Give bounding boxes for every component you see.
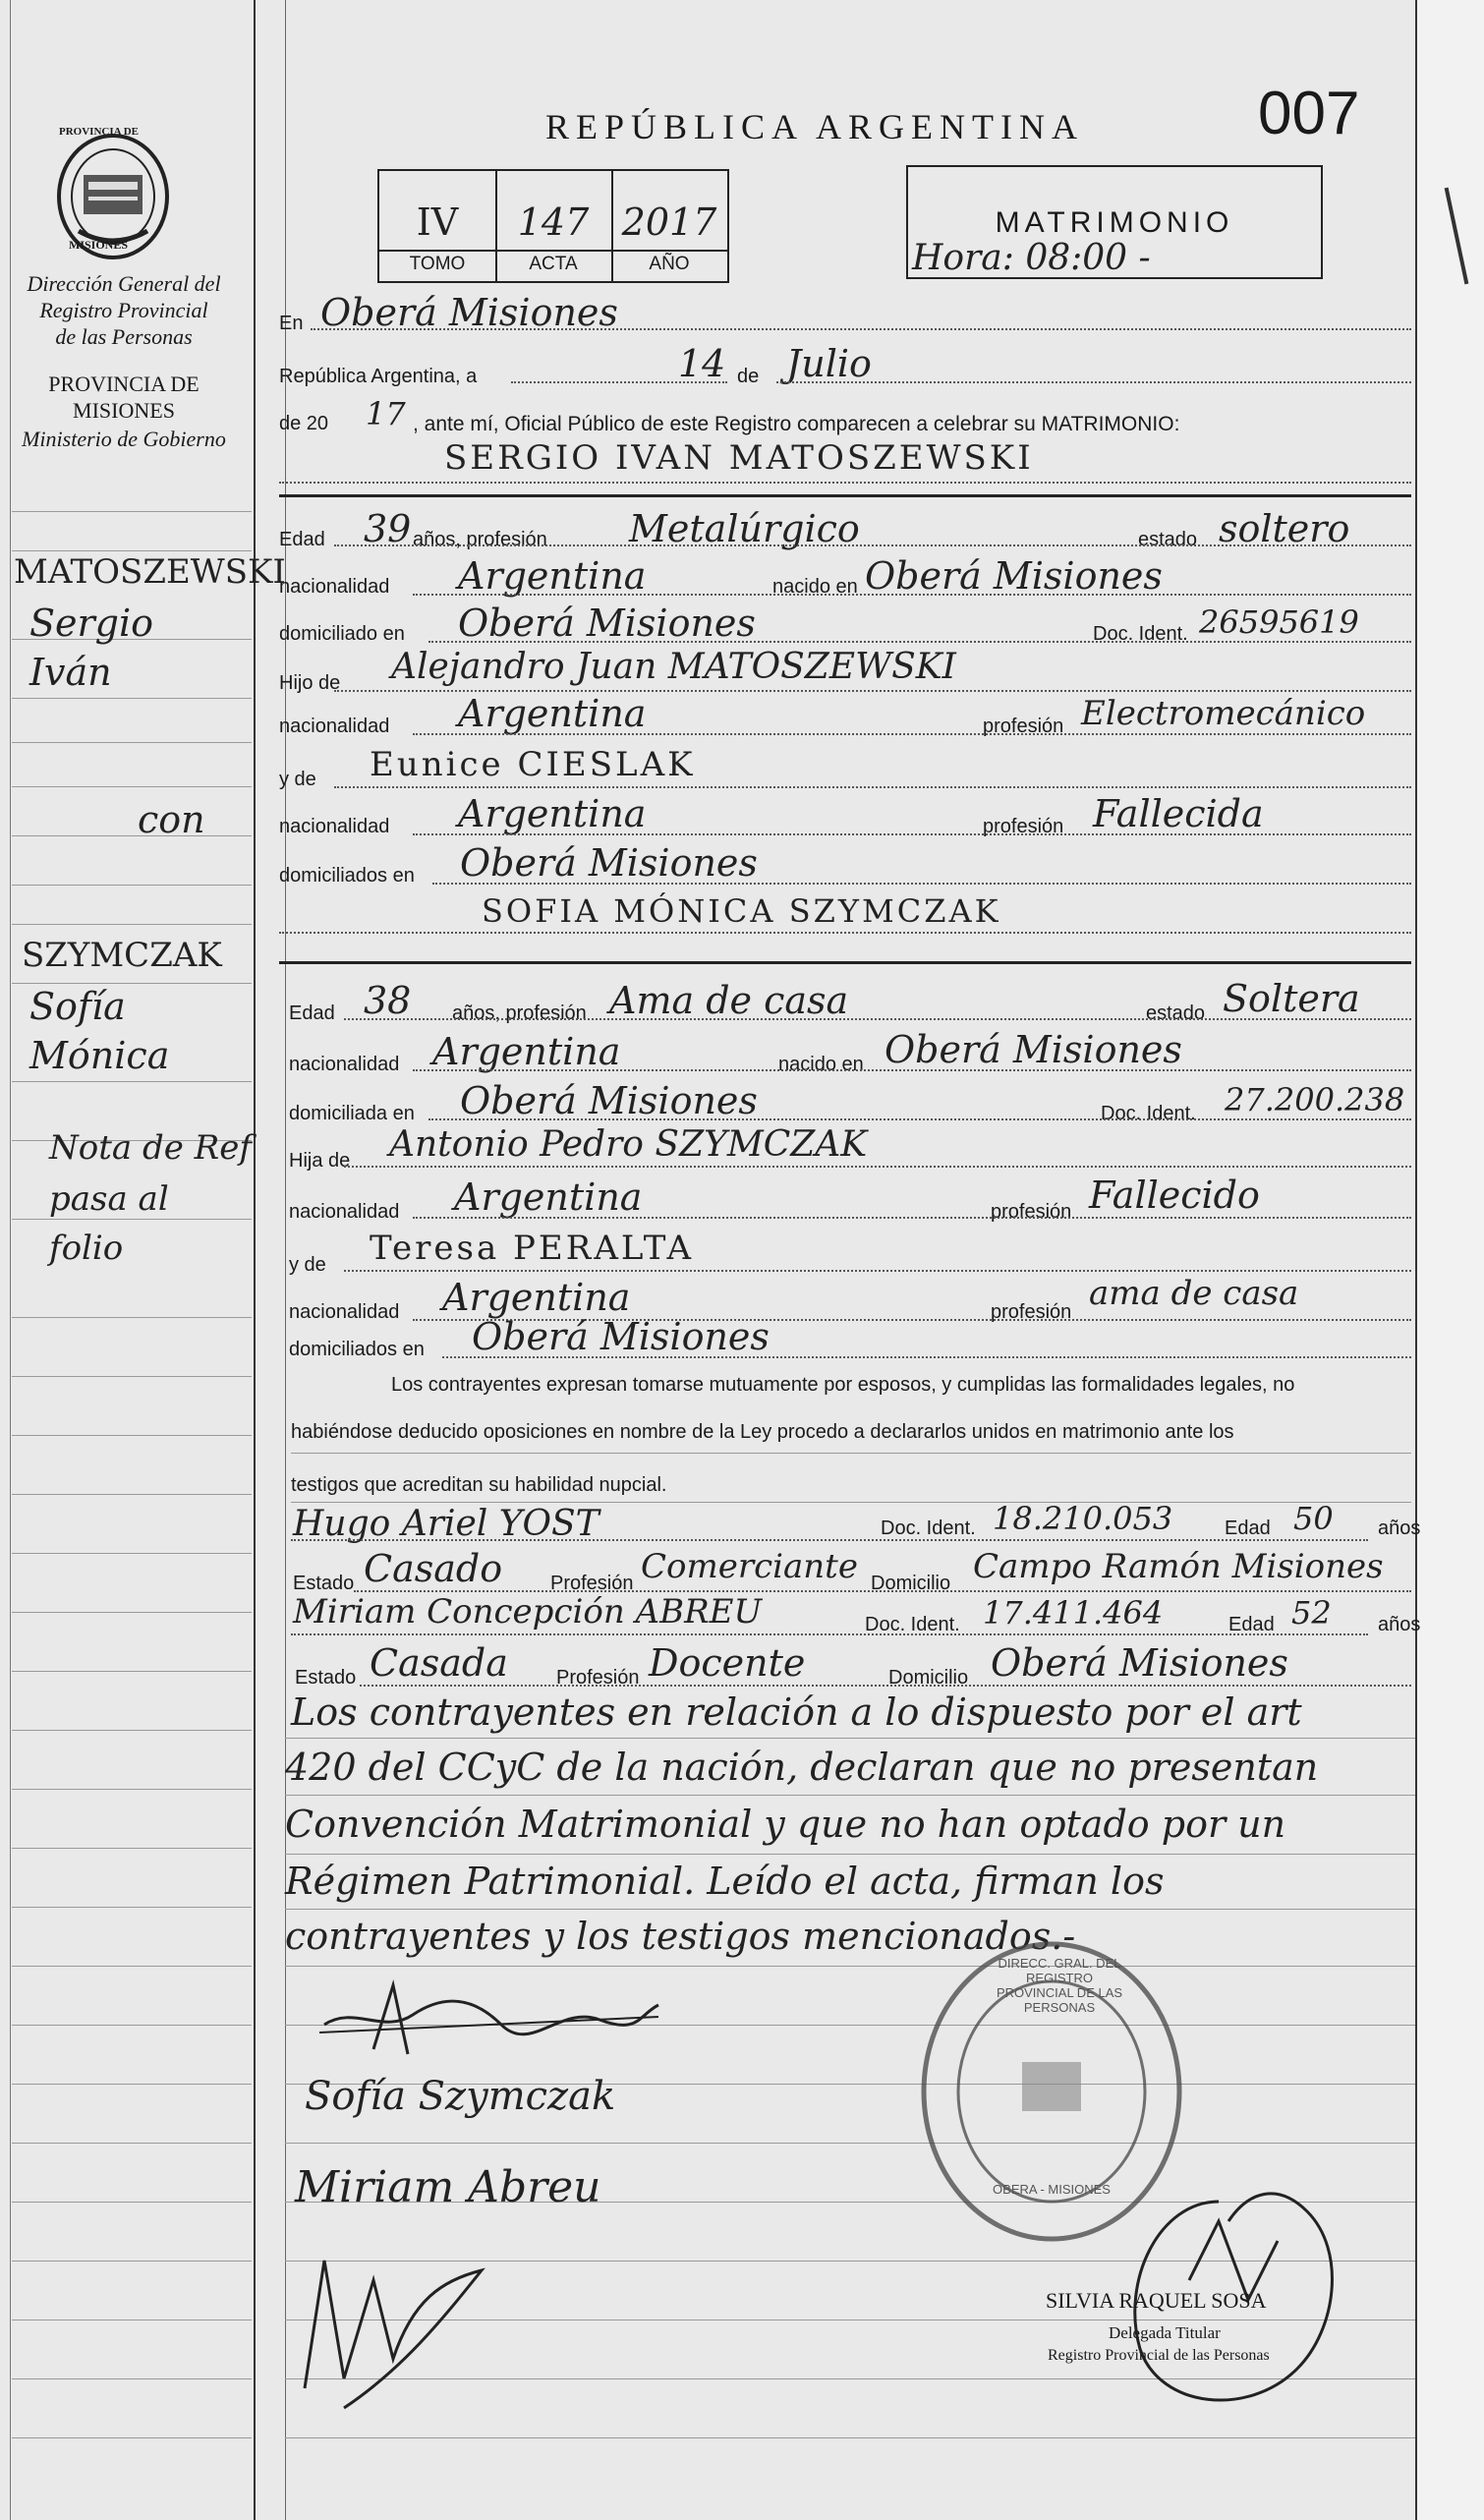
margin-groom-name-1: Sergio [29,601,154,645]
margin-groom-surname: MATOSZEWSKI [14,552,286,592]
declaration-line-1: Los contrayentes expresan tomarse mutuamente por esposos, y cumplidas las formalidades legales, no [391,1374,1295,1396]
agency-line-3: de las Personas [55,324,193,349]
witness2-edad-label: Edad [1228,1614,1275,1635]
witness1-edad-label: Edad [1225,1518,1271,1539]
acta-label: ACTA [529,254,578,274]
groom-nationality: Argentina [458,554,647,598]
witness1-prof: Comerciante [641,1547,858,1586]
witness2-anios: años [1378,1614,1421,1635]
margin-bride-name-2: Mónica [29,1034,170,1077]
note-line-3: Convención Matrimonial y que no han optado por un [285,1803,1286,1846]
bride-parents-domicile-label: domiciliados en [289,1339,425,1360]
witness2-dom: Oberá Misiones [991,1641,1288,1685]
bride-hija-label: Hija de [289,1150,351,1172]
groom-yde-label: y de [279,769,316,790]
anio-label: AÑO [649,254,690,274]
groom-profession: Metalúrgico [629,507,860,550]
witness2-dom-label: Domicilio [888,1667,969,1689]
anio-value: 2017 [621,200,717,244]
groom-doc-label: Doc. Ident. [1093,623,1188,645]
groom-age: 39 [364,507,412,550]
intro-sentence: , ante mí, Oficial Público de este Registro comparecen a celebrar su MATRIMONIO: [413,413,1180,435]
groom-mother: Eunice CIESLAK [370,745,696,784]
groom-father-nat: Argentina [458,692,647,735]
groom-parents-domicile-label: domiciliados en [279,865,415,887]
margin-bride-name-1: Sofía [29,985,126,1028]
ministry-text: Ministerio de Gobierno [22,427,226,451]
de-label: de [737,366,760,387]
groom-father-nat-label: nacionalidad [279,716,390,737]
witness1-doc: 18.210.053 [993,1500,1173,1537]
witness2-prof-label: Profesión [556,1667,640,1689]
witness2-age: 52 [1291,1594,1332,1632]
bride-profession: Ama de casa [609,979,849,1022]
bride-status: Soltera [1223,977,1360,1020]
bride-profesion-label: años, profesión [452,1002,587,1024]
note-line-2: 420 del CCyC de la nación, declaran que no presentan [285,1746,1319,1789]
de20-label: de 20 [279,413,329,434]
agency-line-2: Registro Provincial [39,298,208,322]
witness2-prof: Docente [649,1641,806,1685]
note-line-4: Régimen Patrimonial. Leído el acta, firman los [285,1860,1165,1903]
groom-mother-nat-label: nacionalidad [279,816,390,837]
tomo-value: IV [416,200,459,244]
province-line-1: PROVINCIA DE [48,372,200,396]
sidebar-divider [254,0,256,2520]
bride-father: Antonio Pedro SZYMCZAK [389,1124,868,1165]
official-title: Delegada Titular [1109,2323,1221,2342]
groom-mother-nat: Argentina [458,792,647,835]
declaration-line-3: testigos que acreditan su habilidad nupcial. [291,1474,667,1496]
acta-value: 147 [517,200,590,244]
tomo-label: TOMO [409,254,466,274]
groom-doc: 26595619 [1199,603,1359,641]
bride-parents-domicile: Oberá Misiones [472,1315,770,1358]
margin-bride-surname: SZYMCZAK [22,936,222,975]
witness1-name: Hugo Ariel YOST [293,1504,599,1544]
seal-bottom-text: MISIONES [69,238,129,252]
witness1-estado-label: Estado [293,1573,355,1594]
rep-label: República Argentina, a [279,366,478,387]
groom-nacido-label: nacido en [772,576,858,598]
bride-mother-nat: Argentina [442,1276,631,1319]
seal-top-text: PROVINCIA DE [59,126,139,138]
witness1-status: Casado [364,1547,503,1590]
witness1-dom: Campo Ramón Misiones [973,1547,1384,1586]
margin-note-line-3: folio [49,1229,124,1268]
day-value: 14 [678,342,726,385]
stamp-center-text: OBERA - MISIONES [993,2182,1111,2197]
record-type: MATRIMONIO [995,206,1234,239]
groom-signature-icon [314,1976,668,2064]
bride-birthplace: Oberá Misiones [885,1028,1182,1071]
margin-groom-name-2: Iván [29,651,112,694]
groom-domicile: Oberá Misiones [458,601,756,645]
groom-mother-prof-label: profesión [983,816,1064,837]
groom-parents-domicile: Oberá Misiones [460,841,758,885]
witness1-prof-label: Profesión [550,1573,634,1594]
margin-note-line-1: Nota de Ref [49,1128,252,1168]
stamp-text: DIRECC. GRAL. DEL REGISTRO PROVINCIAL DE LAS PERSONAS [996,1956,1123,2015]
place-value: Oberá Misiones [320,291,618,334]
month-value: Julio [786,342,872,385]
bride-estado-label: estado [1146,1002,1206,1024]
witness2-name: Miriam Concepción ABREU [293,1592,763,1632]
official-name: SILVIA RAQUEL SOSA [1046,2288,1267,2313]
groom-domicile-label: domiciliado en [279,623,405,645]
bride-full-name: SOFIA MÓNICA SZYMCZAK [482,892,1001,930]
right-margin [1417,0,1484,2520]
groom-status: soltero [1219,507,1350,550]
bride-domicile: Oberá Misiones [460,1079,758,1122]
witness2-estado-label: Estado [295,1667,357,1689]
bride-father-nat: Argentina [454,1175,643,1219]
bride-doc-label: Doc. Ident. [1101,1103,1196,1124]
groom-estado-label: estado [1138,529,1198,550]
note-line-5: contrayentes y los testigos mencionados.- [285,1915,1076,1958]
groom-full-name: SERGIO IVAN MATOSZEWSKI [444,438,1034,478]
witness1-dom-label: Domicilio [871,1573,951,1594]
country-title: REPÚBLICA ARGENTINA [545,107,1085,146]
groom-father-prof-label: profesión [983,716,1064,737]
witness2-signature: Miriam Abreu [295,2162,601,2212]
bride-father-nat-label: nacionalidad [289,1201,400,1223]
margin-con: con [138,798,205,841]
hora-written: Hora: 08:00 - [912,238,1151,278]
groom-father: Alejandro Juan MATOSZEWSKI [391,647,956,687]
bride-doc: 27.200.238 [1225,1081,1405,1118]
witness2-doc-label: Doc. Ident. [865,1614,960,1635]
bride-mother-prof: ama de casa [1089,1274,1299,1313]
record-type-box [906,165,1323,279]
groom-hijo-label: Hijo de [279,672,341,694]
bride-age: 38 [364,979,412,1022]
bride-father-prof: Fallecido [1089,1174,1260,1217]
bride-nacido-label: nacido en [778,1054,864,1075]
bride-nationality: Argentina [432,1030,621,1073]
agency-line-1: Dirección General del [27,271,221,296]
bride-edad-label: Edad [289,1002,335,1024]
bride-mother: Teresa PERALTA [370,1229,695,1268]
groom-birthplace: Oberá Misiones [865,554,1163,598]
bride-father-prof-label: profesión [991,1201,1072,1223]
witness1-anios: años [1378,1518,1421,1539]
margin-note-line-2: pasa al [49,1179,169,1219]
witness1-signature-icon [285,2241,521,2418]
witness1-doc-label: Doc. Ident. [881,1518,976,1539]
groom-father-prof: Electromecánico [1081,694,1366,733]
province-line-2: MISIONES [73,398,175,423]
bride-yde-label: y de [289,1254,326,1276]
official-office: Registro Provincial de las Personas [1048,2347,1270,2364]
en-label: En [279,313,304,334]
tomo-acta-anio-box [377,169,729,283]
groom-nationality-label: nacionalidad [279,576,390,598]
bride-mother-nat-label: nacionalidad [289,1301,400,1323]
record-number: 007 [1258,80,1360,147]
witness1-age: 50 [1293,1500,1334,1537]
bride-signature: Sofía Szymczak [305,2074,616,2119]
year-suffix: 17 [366,395,406,432]
bride-nationality-label: nacionalidad [289,1054,400,1075]
groom-edad-label: Edad [279,529,325,550]
groom-profesion-label: años, profesión [413,529,547,550]
note-line-1: Los contrayentes en relación a lo dispuesto por el art [291,1690,1302,1734]
groom-mother-prof: Fallecida [1093,792,1264,835]
bride-domicile-label: domiciliada en [289,1103,415,1124]
declaration-line-2: habiéndose deducido oposiciones en nombre de la Ley procedo a declararlos unidos en matrimonio ante los [291,1421,1234,1443]
witness2-doc: 17.411.464 [983,1594,1164,1632]
bride-mother-prof-label: profesión [991,1301,1072,1323]
witness2-status: Casada [370,1641,508,1685]
